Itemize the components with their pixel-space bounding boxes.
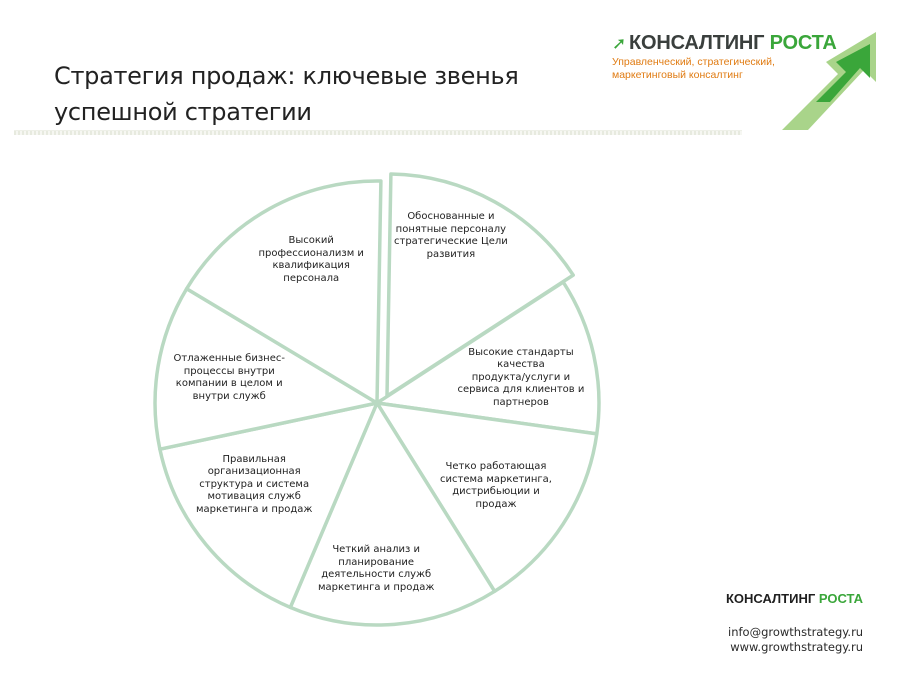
pie-segment-label-line: компании в целом и bbox=[175, 378, 283, 389]
slide-title-line-1: Стратегия продаж: ключевые звенья bbox=[54, 62, 519, 90]
pie-segment-label-line: процессы внутри bbox=[183, 365, 275, 377]
pie-segment-label-line: продаж bbox=[475, 498, 517, 510]
pie-segment-label-line: Высокий bbox=[288, 235, 334, 246]
pie-segment-label-line: сервиса для клиентов и bbox=[457, 384, 585, 395]
footer-brand-part-1: КОНСАЛТИНГ bbox=[726, 591, 816, 606]
pie-segment-label-line: партнеров bbox=[492, 396, 549, 408]
pie-segment-label-line: понятные персоналу bbox=[395, 223, 507, 235]
pie-segment-label-line: Обоснованные и bbox=[407, 211, 495, 222]
pie-segment-label-line: Отлаженные бизнес- bbox=[173, 353, 285, 364]
logo-brand-part-2: РОСТА bbox=[769, 32, 837, 54]
pie-segment-label-4 bbox=[318, 544, 434, 594]
pie-segment-label-3 bbox=[440, 461, 552, 511]
pie-segment-label-1 bbox=[394, 211, 508, 261]
pie-segment-label-2 bbox=[458, 347, 585, 410]
logo-tick-icon: ➚ bbox=[612, 34, 627, 53]
logo-tagline-line-2: маркетинговый консалтинг bbox=[612, 69, 743, 81]
slide-title-line-2: успешной стратегии bbox=[54, 98, 312, 126]
pie-segment-label-line: Четкий анализ и bbox=[332, 544, 421, 555]
logo-tagline-line-1: Управленческий, стратегический, bbox=[612, 56, 775, 68]
pie-segment-label-line: Четко работающая bbox=[445, 461, 547, 472]
pie-segment-label-7 bbox=[259, 235, 364, 285]
pie-segment-label-line: структура и система bbox=[199, 478, 310, 490]
pie-segment-label-line: маркетинга и продаж bbox=[196, 503, 313, 515]
footer-brand bbox=[726, 591, 863, 606]
contact-website[interactable]: www.growthstrategy.ru bbox=[730, 640, 864, 654]
footer-brand-part-2: РОСТА bbox=[818, 591, 864, 606]
pie-segment-label-line: планирование bbox=[338, 556, 415, 568]
pie-segment-label-line: профессионализм и bbox=[258, 247, 364, 259]
pie-segment-label-line: внутри служб bbox=[192, 390, 266, 402]
contact-email[interactable]: info@growthstrategy.ru bbox=[728, 625, 864, 639]
pie-segment-label-6 bbox=[174, 353, 285, 403]
pie-segment-label-line: организационная bbox=[207, 466, 301, 477]
pie-segment-label-line: маркетинга и продаж bbox=[318, 581, 435, 593]
contact-info bbox=[728, 625, 863, 655]
logo-brand-part-1: КОНСАЛТИНГ bbox=[629, 32, 765, 54]
pie-segment-label-line: деятельности служб bbox=[321, 569, 432, 580]
pie-segment-label-line: продукта/услуги и bbox=[471, 371, 571, 383]
pie-segment-label-line: стратегические Цели bbox=[394, 236, 508, 247]
pie-segment-label-line: персонала bbox=[283, 272, 340, 284]
pie-segment-label-5 bbox=[196, 454, 312, 517]
pie-segment-label-line: развития bbox=[426, 248, 476, 260]
pie-segment-label-line: система маркетинга, bbox=[440, 473, 552, 485]
pie-segment-label-line: дистрибьюции и bbox=[452, 486, 540, 497]
pie-segment-label-line: Высокие стандарты bbox=[468, 346, 574, 358]
pie-segment-label-line: мотивация служб bbox=[207, 491, 301, 502]
pie-segment-label-line: качества bbox=[497, 359, 545, 370]
pie-segment-label-line: Правильная bbox=[222, 453, 286, 465]
pie-segment-label-line: квалификация bbox=[272, 260, 350, 271]
